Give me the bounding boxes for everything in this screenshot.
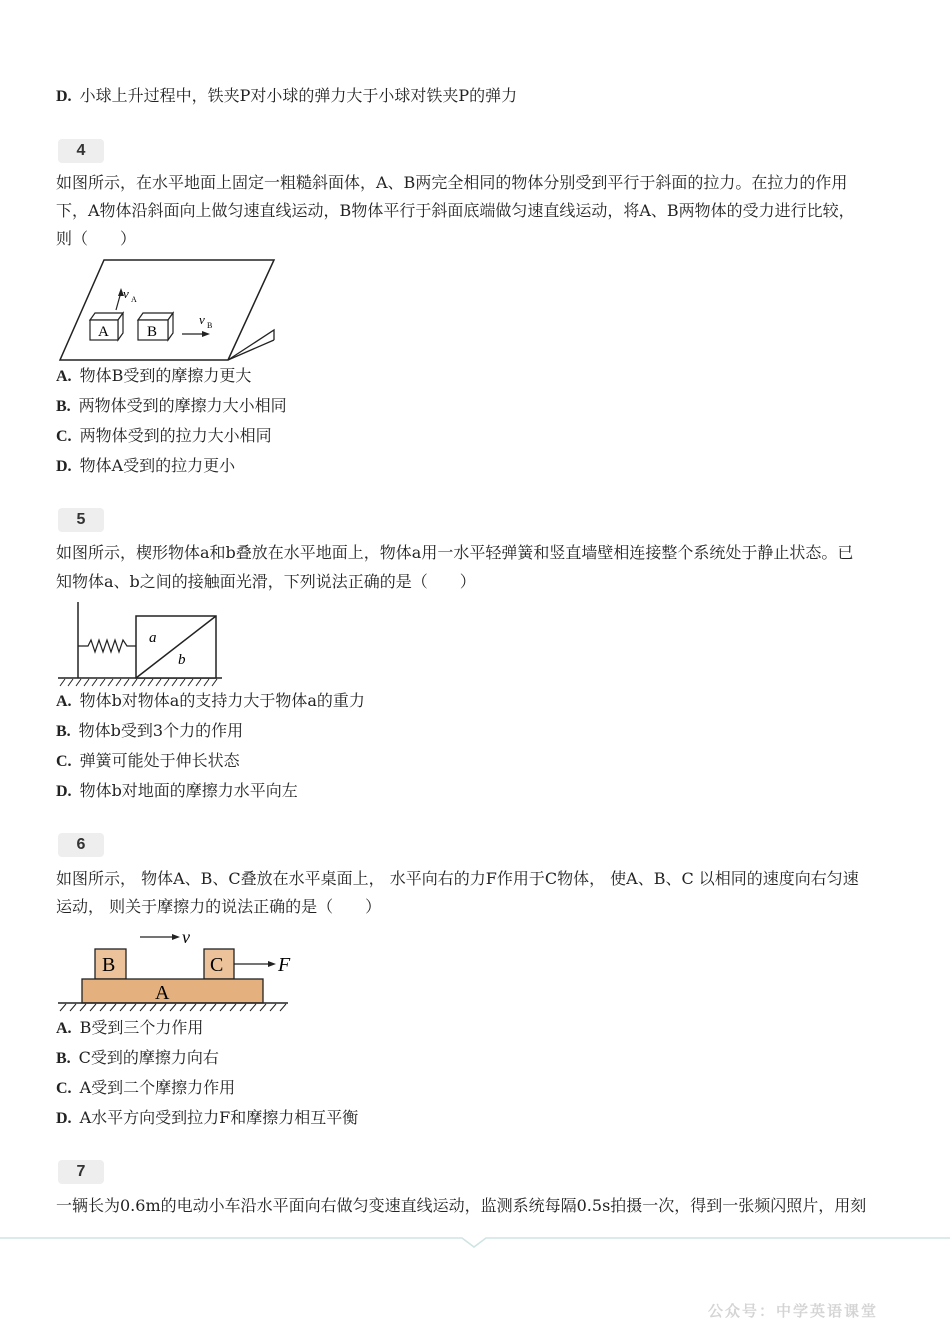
q5-option-c xyxy=(56,750,240,773)
q6-option-b xyxy=(56,1047,219,1070)
q4-option-c xyxy=(56,425,272,448)
q5-option-a xyxy=(56,690,365,713)
block-a xyxy=(90,313,123,340)
q5-stem-line-1: 如图所示，楔形物体a和b叠放在水平地面上，物体a用一水平轻弹簧和竖直墙壁相连接整个系统处于静止状态。已 xyxy=(56,543,854,562)
q6-option-a xyxy=(56,1017,203,1040)
option-text: 物体B受到的摩擦力更大 xyxy=(79,366,252,385)
option-letter: D. xyxy=(56,458,72,475)
option-letter: B. xyxy=(56,723,71,740)
wedge-b-label: b xyxy=(178,652,186,668)
option-letter: B. xyxy=(56,1050,71,1067)
q5-option-d xyxy=(56,780,298,803)
watermark: 公众号：中学英语课堂 xyxy=(708,1302,879,1320)
velocity-a-label: v xyxy=(123,286,129,301)
block-b xyxy=(138,313,173,340)
option-letter: C. xyxy=(56,1080,72,1097)
option-letter: D. xyxy=(56,88,72,105)
option-letter: A. xyxy=(56,368,72,385)
block-a xyxy=(82,979,263,1003)
option-text: 物体b对地面的摩擦力水平向左 xyxy=(79,781,298,800)
option-text: A受到二个摩擦力作用 xyxy=(79,1078,236,1097)
q6-stem-line-1: 如图所示， 物体A、B、C叠放在水平桌面上， 水平向右的力F作用于C物体， 使A、B、C 以相同的速度向右匀速 xyxy=(56,869,859,888)
q6-stacked-blocks-figure xyxy=(56,926,302,1018)
option-letter: C. xyxy=(56,428,72,445)
velocity-a-subscript: A xyxy=(131,295,137,304)
velocity-label: v xyxy=(182,927,190,947)
velocity-b-label: v xyxy=(199,312,205,327)
q5-wedge-spring-figure xyxy=(56,600,226,688)
block-b-label: B xyxy=(102,954,116,976)
option-text: 小球上升过程中，铁夹P对小球的弹力大于小球对铁夹P的弹力 xyxy=(79,86,518,105)
q6-stem-line-2: 运动， 则关于摩擦力的说法正确的是（ ） xyxy=(56,897,382,916)
option-letter: A. xyxy=(56,1020,72,1037)
q3-option-d xyxy=(56,85,517,108)
block-c-label: C xyxy=(210,954,224,976)
question-number-badge: 4 xyxy=(58,139,104,163)
q6-option-c xyxy=(56,1077,235,1100)
option-text: 物体b对物体a的支持力大于物体a的重力 xyxy=(79,691,365,710)
question-number-badge: 6 xyxy=(58,833,104,857)
q5-option-b xyxy=(56,720,243,743)
q4-option-d xyxy=(56,455,235,478)
option-text: 两物体受到的拉力大小相同 xyxy=(79,426,272,445)
option-text: A水平方向受到拉力F和摩擦力相互平衡 xyxy=(79,1108,359,1127)
q6-option-d xyxy=(56,1107,358,1130)
option-letter: D. xyxy=(56,1110,72,1127)
wedge-a-label: a xyxy=(149,630,157,646)
q4-option-b xyxy=(56,395,287,418)
option-text: 物体A受到的拉力更小 xyxy=(79,456,236,475)
q4-stem-line-3: 则（ ） xyxy=(56,229,137,248)
q7-stem-line-1: 一辆长为0.6m的电动小车沿水平面向右做匀变速直线运动，监测系统每隔0.5s拍摄一次，得到一张频闪照片，用刻 xyxy=(56,1196,867,1215)
q4-stem-line-1: 如图所示，在水平地面上固定一粗糙斜面体，A、B两完全相同的物体分别受到平行于斜面的拉力。在拉力的作用 xyxy=(56,173,848,192)
option-text: B受到三个力作用 xyxy=(79,1018,204,1037)
q4-incline-figure xyxy=(56,256,280,364)
force-label: F xyxy=(278,954,291,976)
block-a-label: A xyxy=(98,324,109,340)
option-letter: B. xyxy=(56,398,71,415)
q4-stem-line-2: 下，A物体沿斜面向上做匀速直线运动，B物体平行于斜面底端做匀速直线运动，将A、B两物体的受力进行比较， xyxy=(56,201,855,220)
block-a-label: A xyxy=(155,982,170,1004)
velocity-b-subscript: B xyxy=(207,321,213,330)
option-letter: C. xyxy=(56,753,72,770)
option-text: C受到的摩擦力向右 xyxy=(78,1048,219,1067)
option-letter: D. xyxy=(56,783,72,800)
block-b-label: B xyxy=(147,324,158,340)
q4-option-a xyxy=(56,365,251,388)
option-text: 物体b受到3个力的作用 xyxy=(78,721,244,740)
option-text: 两物体受到的摩擦力大小相同 xyxy=(78,396,287,415)
option-text: 弹簧可能处于伸长状态 xyxy=(79,751,240,770)
option-letter: A. xyxy=(56,693,72,710)
q5-stem-line-2: 知物体a、b之间的接触面光滑，下列说法正确的是（ ） xyxy=(56,572,476,591)
question-number-badge: 7 xyxy=(58,1160,104,1184)
footer-divider xyxy=(0,1236,950,1250)
spring xyxy=(78,640,136,652)
question-number-badge: 5 xyxy=(58,508,104,532)
